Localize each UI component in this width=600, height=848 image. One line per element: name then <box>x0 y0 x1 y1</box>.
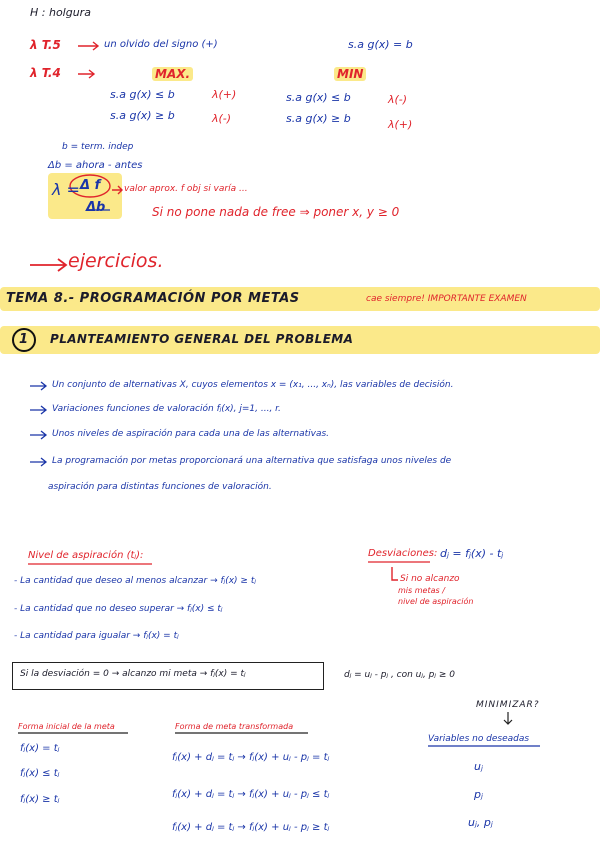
max-le-constraint: s.a g(x) ≤ b <box>110 88 175 101</box>
variable-row: pⱼ <box>474 788 483 801</box>
tema-note: cae siempre! IMPORTANTE EXAMEN <box>366 294 527 304</box>
dj-definition: dⱼ = uⱼ - pⱼ , con uⱼ, pⱼ ≥ 0 <box>344 670 455 680</box>
max-le-sign: λ(+) <box>212 88 237 101</box>
bullet-item: Un conjunto de alternativas X, cuyos elementos x = (x₁, ..., xₙ), las variables de decisión. <box>52 380 454 390</box>
lambda-t4-label: λ T.4 <box>30 66 61 80</box>
forma-inicial-title: Forma inicial de la meta <box>18 722 115 731</box>
lambda-t5-condition: s.a g(x) = b <box>348 38 413 51</box>
min-le-constraint: s.a g(x) ≤ b <box>286 91 351 104</box>
min-ge-constraint: s.a g(x) ≥ b <box>286 112 351 125</box>
min-label: MIN <box>334 67 366 81</box>
holgura-definition: H : holgura <box>30 6 91 19</box>
forma-inicial-row: fⱼ(x) ≥ tⱼ <box>20 794 60 805</box>
desviaciones-note: mis metas / <box>398 586 445 595</box>
max-ge-constraint: s.a g(x) ≥ b <box>110 109 175 122</box>
tema-title: TEMA 8.- PROGRAMACIÓN POR METAS <box>6 291 300 306</box>
sino-pone-note: Si no pone nada de free ⇒ poner x, y ≥ 0 <box>152 205 400 219</box>
forma-transformada-title: Forma de meta transformada <box>175 722 294 731</box>
lambda-numerator: Δ f <box>80 178 101 193</box>
variable-row: uⱼ <box>474 760 483 773</box>
lambda-t5-text: un olvido del signo (+) <box>104 39 218 50</box>
bullet-item: Variaciones funciones de valoración fⱼ(x), j=1, ..., r. <box>52 404 281 414</box>
valor-aprox-note: valor aprox. f obj si varía ... <box>124 184 248 194</box>
bullet-continuation: aspiración para distintas funciones de valoración. <box>48 482 272 492</box>
minimizar-note: MINIMIZAR? <box>476 700 540 710</box>
variable-row: uⱼ, pⱼ <box>468 816 493 829</box>
bullet-item: La programación por metas proporcionará una alternativa que satisfaga unos niveles de <box>52 456 452 466</box>
variables-no-deseadas-title: Variables no deseadas <box>428 734 530 744</box>
section-number: 1 <box>19 332 29 347</box>
forma-transformada-row: fⱼ(x) + dⱼ = tⱼ → fⱼ(x) + uⱼ - pⱼ ≤ tⱼ <box>172 789 330 800</box>
b-term-indep: b = term. indep <box>62 142 134 152</box>
boxed-statement: Si la desviación = 0 → alcanzo mi meta → fⱼ(x) = tⱼ <box>20 669 246 679</box>
forma-transformada-row: fⱼ(x) + dⱼ = tⱼ → fⱼ(x) + uⱼ - pⱼ = tⱼ <box>172 752 330 763</box>
desviaciones-title: Desviaciones: <box>368 548 438 559</box>
min-ge-sign: λ(+) <box>388 118 413 131</box>
nivel-line: - La cantidad que no deseo superar → fⱼ(x) ≤ tⱼ <box>14 604 223 614</box>
nivel-aspiracion-title: Nivel de aspiración (tⱼ): <box>28 550 144 561</box>
lambda-t5-label: λ T.5 <box>30 38 61 52</box>
bullet-item: Unos niveles de aspiración para cada una de las alternativas. <box>52 429 330 439</box>
max-ge-sign: λ(-) <box>212 112 232 125</box>
desviaciones-note: Si no alcanzo <box>400 574 460 584</box>
max-label: MAX. <box>152 67 193 81</box>
min-le-sign: λ(-) <box>388 93 408 106</box>
delta-b-definition: Δb = ahora - antes <box>48 160 143 171</box>
desviaciones-note: nivel de aspiración <box>398 597 474 606</box>
forma-transformada-row: fⱼ(x) + dⱼ = tⱼ → fⱼ(x) + uⱼ - pⱼ ≥ tⱼ <box>172 822 330 833</box>
desviaciones-formula: dⱼ = fⱼ(x) - tⱼ <box>440 547 504 560</box>
nivel-line: - La cantidad que deseo al menos alcanzar → fⱼ(x) ≥ tⱼ <box>14 576 256 586</box>
ejercicios-label: ejercicios. <box>68 250 164 272</box>
section-title: PLANTEAMIENTO GENERAL DEL PROBLEMA <box>50 332 354 346</box>
lambda-fraction-left: λ = <box>52 180 80 199</box>
nivel-line: - La cantidad para igualar → fⱼ(x) = tⱼ <box>14 631 179 641</box>
forma-inicial-row: fⱼ(x) = tⱼ <box>20 743 60 754</box>
forma-inicial-row: fⱼ(x) ≤ tⱼ <box>20 768 60 779</box>
lambda-denominator: Δb <box>86 200 106 215</box>
